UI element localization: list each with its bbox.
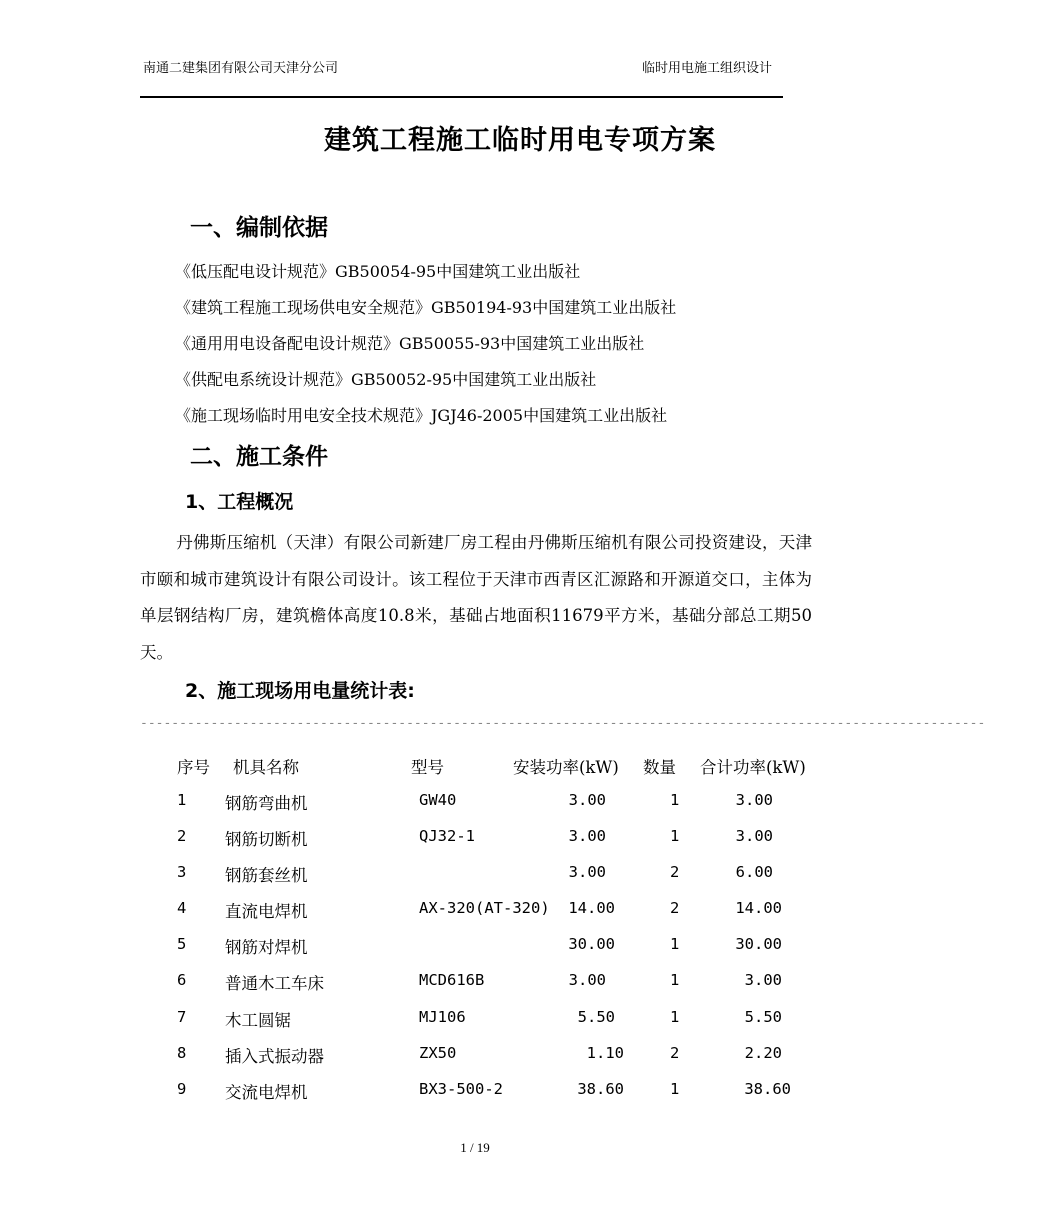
reference-item: 《低压配电设计规范》GB50054-95中国建筑工业出版社 [175, 262, 581, 281]
reference-item: 《施工现场临时用电安全技术规范》JGJ46-2005中国建筑工业出版社 [175, 406, 668, 425]
cell-quantity: 1 [670, 791, 680, 809]
project-overview-paragraph [140, 525, 812, 671]
reference-item: 《建筑工程施工现场供电安全规范》GB50194-93中国建筑工业出版社 [175, 298, 677, 317]
cell-name: 钢筋切断机 [225, 830, 308, 849]
cell-installed-power: 3.00 [568, 863, 606, 881]
cell-installed-power: 1.10 [586, 1044, 624, 1062]
cell-installed-power: 5.50 [577, 1008, 615, 1026]
cell-installed-power: 3.00 [568, 791, 606, 809]
col-header-installed-power: 安装功率(kW) [513, 758, 619, 777]
cell-total-power: 6.00 [735, 863, 773, 881]
cell-total-power: 30.00 [735, 935, 782, 953]
cell-quantity: 1 [670, 1080, 680, 1098]
cell-quantity: 1 [670, 935, 680, 953]
cell-name: 钢筋套丝机 [225, 866, 308, 885]
section1-heading: 一、编制依据 [190, 215, 328, 241]
cell-total-power: 38.60 [744, 1080, 791, 1098]
cell-model: QJ32-1 [419, 827, 475, 845]
cell-quantity: 1 [670, 971, 680, 989]
cell-index: 9 [177, 1080, 187, 1098]
cell-installed-power: 3.00 [568, 827, 606, 845]
page-number: 1 / 19 [460, 1140, 490, 1155]
header-company: 南通二建集团有限公司天津分公司 [143, 61, 339, 76]
cell-installed-power: 38.60 [577, 1080, 624, 1098]
cell-index: 5 [177, 935, 187, 953]
col-header-quantity: 数量 [643, 758, 676, 777]
cell-name: 普通木工车床 [225, 974, 324, 993]
cell-quantity: 1 [670, 1008, 680, 1026]
cell-index: 2 [177, 827, 187, 845]
cell-model: GW40 [419, 791, 457, 809]
cell-index: 7 [177, 1008, 187, 1026]
subsection-overview-heading: 1、工程概况 [185, 491, 294, 513]
cell-total-power: 3.00 [744, 971, 782, 989]
reference-item: 《通用用电设备配电设计规范》GB50055-93中国建筑工业出版社 [175, 334, 645, 353]
cell-name: 木工圆锯 [225, 1011, 291, 1030]
cell-total-power: 2.20 [744, 1044, 782, 1062]
reference-item: 《供配电系统设计规范》GB50052-95中国建筑工业出版社 [175, 370, 597, 389]
cell-name: 插入式振动器 [225, 1047, 324, 1066]
col-header-total-power: 合计功率(kW) [700, 758, 806, 777]
cell-index: 6 [177, 971, 187, 989]
cell-model: BX3-500-2 [419, 1080, 503, 1098]
section2-heading: 二、施工条件 [190, 444, 328, 470]
header-rule [140, 96, 783, 98]
cell-quantity: 2 [670, 863, 680, 881]
cell-index: 4 [177, 899, 187, 917]
cell-model: MJ106 [419, 1008, 466, 1026]
cell-quantity: 2 [670, 1044, 680, 1062]
subsection-power-table-heading: 2、施工现场用电量统计表: [185, 680, 415, 702]
cell-index: 8 [177, 1044, 187, 1062]
cell-name: 直流电焊机 [225, 902, 308, 921]
cell-quantity: 2 [670, 899, 680, 917]
cell-installed-power: 3.00 [568, 971, 606, 989]
cell-total-power: 5.50 [744, 1008, 782, 1026]
project-overview-text: 丹佛斯压缩机（天津）有限公司新建厂房工程由丹佛斯压缩机有限公司投资建设，天津市颐和城市建筑设计有限公司设计。该工程位于天津市西青区汇源路和开源道交口，主体为单层钢结构厂房，建筑檐体高度10.8米，基础占地面积11679平方米，基础分部总工期50天。 [140, 533, 812, 662]
cell-total-power: 3.00 [735, 791, 773, 809]
cell-name: 交流电焊机 [225, 1083, 308, 1102]
cell-name: 钢筋弯曲机 [225, 794, 308, 813]
cell-total-power: 3.00 [735, 827, 773, 845]
col-header-name: 机具名称 [233, 758, 299, 777]
dashed-separator: ------------------------------------------------------------------------------------------------------------ [140, 716, 986, 731]
col-header-index: 序号 [177, 758, 210, 777]
cell-model: MCD616B [419, 971, 485, 989]
cell-model: ZX50 [419, 1044, 457, 1062]
cell-index: 3 [177, 863, 187, 881]
col-header-model: 型号 [411, 758, 444, 777]
cell-quantity: 1 [670, 827, 680, 845]
cell-total-power: 14.00 [735, 899, 782, 917]
cell-name: 钢筋对焊机 [225, 938, 308, 957]
cell-model: AX-320(AT-320) [419, 899, 550, 917]
cell-installed-power: 14.00 [568, 899, 615, 917]
header-doc-type: 临时用电施工组织设计 [642, 61, 773, 76]
cell-index: 1 [177, 791, 187, 809]
page-title: 建筑工程施工临时用电专项方案 [324, 125, 716, 156]
cell-installed-power: 30.00 [568, 935, 615, 953]
